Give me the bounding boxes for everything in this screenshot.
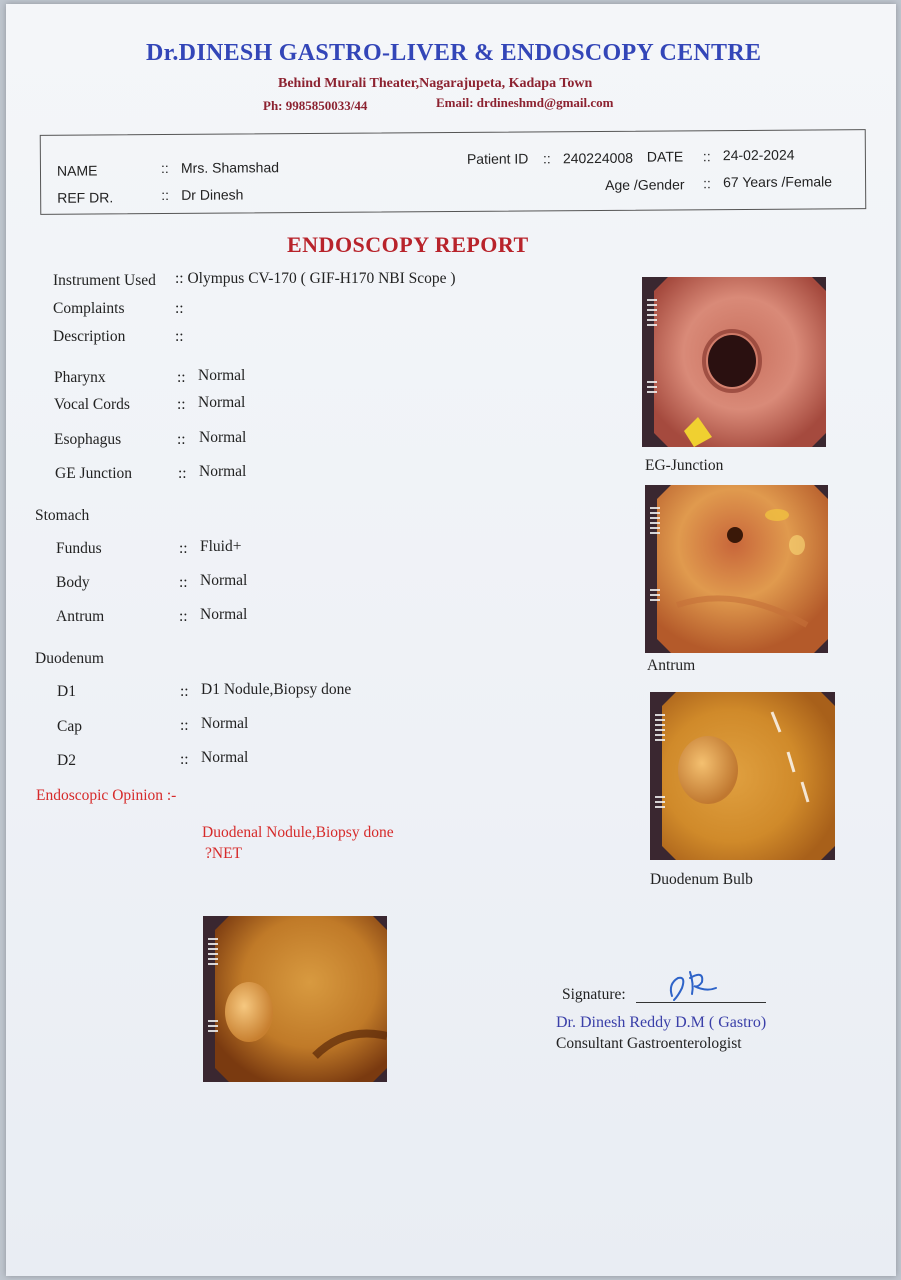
report-date: 24-02-2024 <box>722 146 795 164</box>
finding-sep: :: <box>177 431 186 448</box>
age-gender-sep: :: <box>703 175 711 192</box>
patient-info-box <box>40 129 867 215</box>
caption-eg-junction: EG-Junction <box>645 457 724 474</box>
caption-antrum: Antrum <box>647 657 696 674</box>
stomach-sep: :: <box>179 540 188 557</box>
complaints-label: Complaints <box>53 300 125 317</box>
duodenal-nodule-view <box>215 916 387 1082</box>
duodenum-label: D2 <box>57 752 76 769</box>
finding-sep: :: <box>177 396 186 413</box>
finding-sep: :: <box>178 465 187 482</box>
endoscopy-image-antrum <box>645 485 828 653</box>
patient-id-sep: :: <box>542 150 551 167</box>
name-label: NAME <box>56 162 98 179</box>
opinion-label: Endoscopic Opinion :- <box>36 787 177 804</box>
finding-label: Pharynx <box>54 369 106 386</box>
duodenum-sep: :: <box>180 751 189 768</box>
duodenum-sep: :: <box>180 717 189 734</box>
age-gender-label: Age /Gender <box>605 176 685 193</box>
finding-value: Normal <box>198 394 246 411</box>
patient-id: 240224008 <box>562 149 634 167</box>
endoscopy-image-duodenal-nodule <box>203 916 387 1082</box>
duodenum-label: Cap <box>57 718 82 735</box>
duodenum-sep: :: <box>180 683 189 700</box>
date-sep: :: <box>702 148 711 165</box>
instrument-label: Instrument Used <box>53 272 156 289</box>
clinic-address: Behind Murali Theater,Nagarajupeta, Kadapa Town <box>278 76 593 91</box>
name-sep: :: <box>160 159 169 177</box>
stomach-label: Fundus <box>56 540 102 557</box>
clinic-name: Dr.DINESH GASTRO-LIVER & ENDOSCOPY CENTRE <box>146 40 762 66</box>
duodenum-value: Normal <box>201 749 249 766</box>
clinic-email: Email: drdineshmd@gmail.com <box>436 95 614 110</box>
description-label: Description <box>53 328 126 345</box>
finding-sep: :: <box>177 369 186 386</box>
ref-label: REF DR. <box>57 189 114 206</box>
endoscopy-image-duodenum-bulb <box>650 692 835 860</box>
ref-sep: :: <box>161 186 169 204</box>
duodenum-bulb-view <box>662 692 835 860</box>
stomach-heading: Stomach <box>35 507 90 524</box>
opinion-line-1: Duodenal Nodule,Biopsy done <box>202 824 394 841</box>
stomach-value: Fluid+ <box>200 538 242 555</box>
duodenum-heading: Duodenum <box>35 650 104 667</box>
clinic-phone: Ph: 9985850033/44 <box>263 98 368 113</box>
description-sep: :: <box>175 328 184 345</box>
signature-scribble <box>664 964 724 1004</box>
duodenum-label: D1 <box>57 683 76 700</box>
finding-value: Normal <box>198 367 246 384</box>
finding-value: Normal <box>199 463 247 480</box>
doctor-name: Dr. Dinesh Reddy D.M ( Gastro) <box>556 1014 767 1031</box>
opinion-line-2: ?NET <box>205 845 243 862</box>
duodenum-value: D1 Nodule,Biopsy done <box>201 681 352 698</box>
complaints-sep: :: <box>175 300 184 317</box>
stomach-value: Normal <box>200 572 248 589</box>
caption-duodenum-bulb: Duodenum Bulb <box>650 871 753 888</box>
stomach-label: Body <box>56 574 90 591</box>
signature-line <box>636 1002 766 1003</box>
age-gender: 67 Years /Female <box>723 173 833 191</box>
patient-name: Mrs. Shamshad <box>180 159 280 176</box>
antrum-view <box>657 485 828 653</box>
finding-label: Esophagus <box>54 431 122 448</box>
doctor-role: Consultant Gastroenterologist <box>556 1035 742 1052</box>
signature-label: Signature: <box>562 986 626 1003</box>
date-label: DATE <box>646 148 684 165</box>
finding-label: Vocal Cords <box>54 396 130 413</box>
ref-doctor: Dr Dinesh <box>181 186 244 203</box>
report-title: ENDOSCOPY REPORT <box>287 232 529 257</box>
finding-value: Normal <box>199 429 247 446</box>
finding-label: GE Junction <box>55 465 133 482</box>
instrument-value: :: Olympus CV-170 ( GIF-H170 NBI Scope ) <box>175 270 456 287</box>
patient-id-label: Patient ID <box>466 150 529 167</box>
duodenum-value: Normal <box>201 715 249 732</box>
stomach-sep: :: <box>179 608 188 625</box>
stomach-value: Normal <box>200 606 248 623</box>
eg-junction-view <box>654 277 826 447</box>
stomach-sep: :: <box>179 574 188 591</box>
endoscopy-image-eg-junction <box>642 277 826 447</box>
stomach-label: Antrum <box>56 608 105 625</box>
